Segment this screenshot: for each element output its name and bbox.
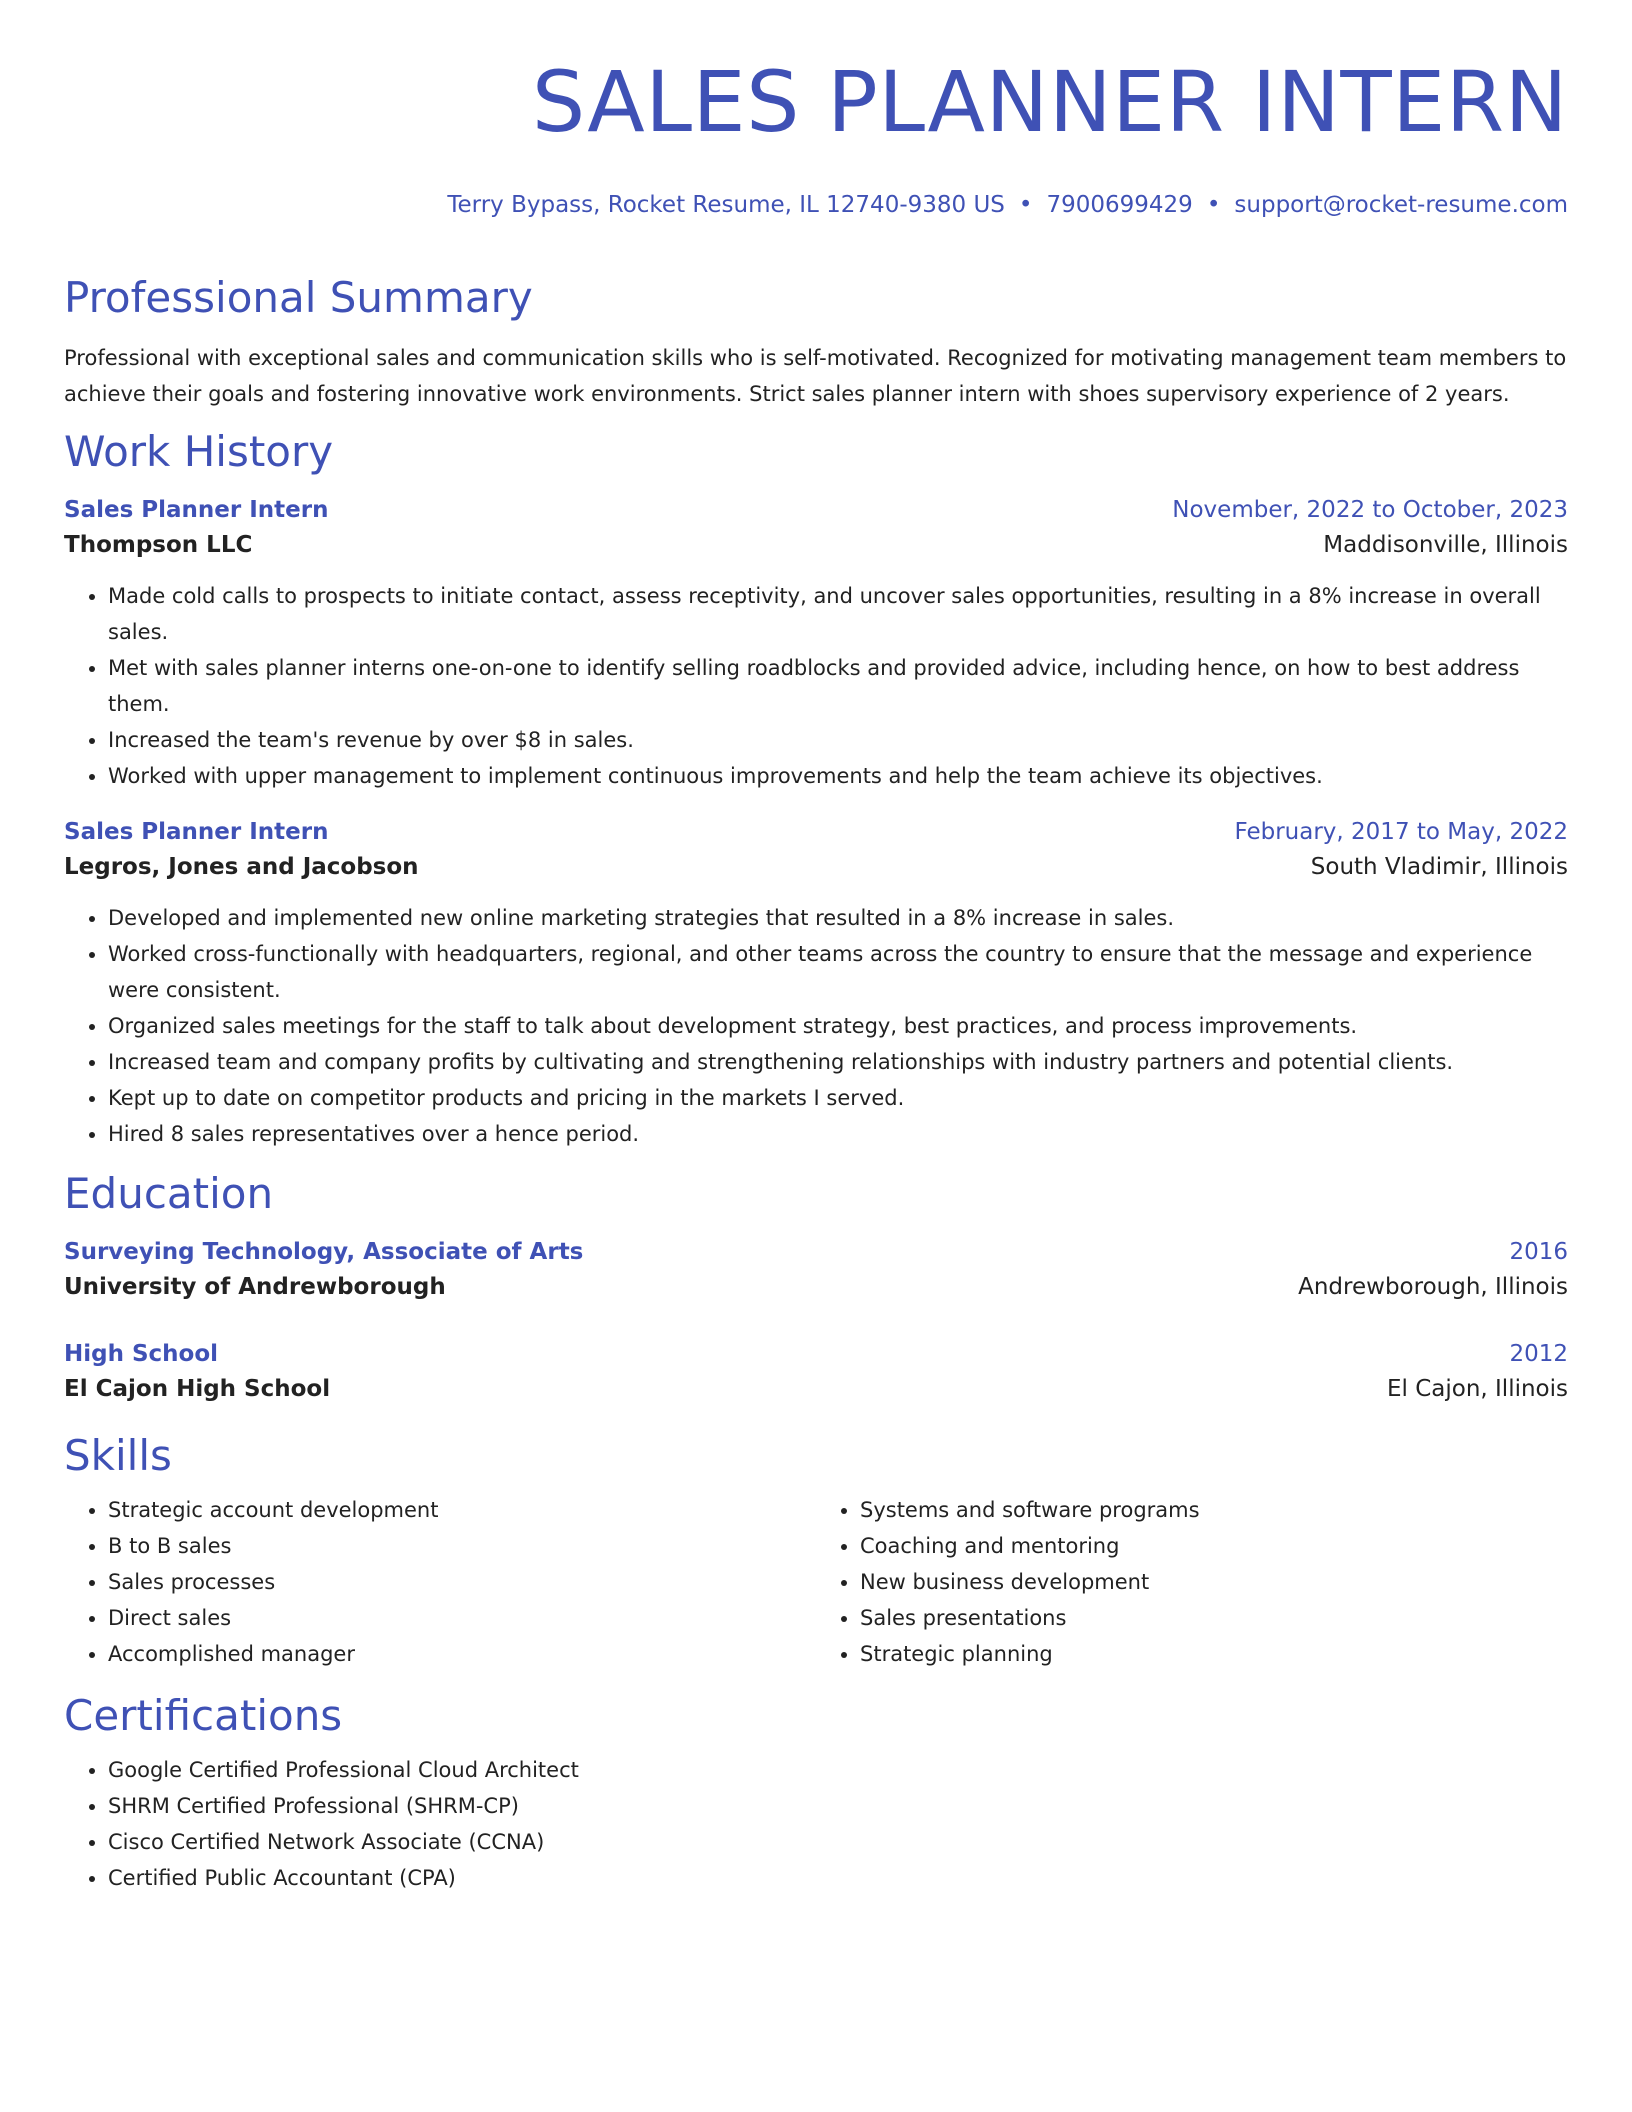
education-section: [64, 1168, 1568, 1408]
resume-header: [64, 0, 1568, 220]
contact-separator: •: [1018, 192, 1033, 218]
job-bullet: • Worked with upper management to implement continuous improvements and help the team achieve its objectives.: [108, 758, 1568, 794]
skills-section: [64, 1430, 1568, 1672]
job-bullet: • Made cold calls to prospects to initiate contact, assess receptivity, and uncover sales opportunities, resulting in a 8% increase in overall sales.: [108, 578, 1568, 650]
skill-item: • Sales processes: [108, 1564, 816, 1600]
skills-list-left: [64, 1492, 816, 1672]
job-dates: February, 2017 to May, 2022: [1234, 819, 1568, 845]
contact-separator: •: [1206, 192, 1221, 218]
skill-item: • B to B sales: [108, 1528, 816, 1564]
education-location: El Cajon, Illinois: [1386, 1376, 1568, 1402]
job-bullet: • Met with sales planner interns one-on-one to identify selling roadblocks and provided advice, including hence, on how to best address them.: [108, 650, 1568, 722]
job-bullet: • Worked cross-functionally with headquarters, regional, and other teams across the country to ensure that the message and experience were consistent.: [108, 936, 1568, 1008]
job-location: Maddisonville, Illinois: [1323, 532, 1568, 558]
education-year: 2016: [1509, 1239, 1568, 1265]
job-bullet: • Kept up to date on competitor products and pricing in the markets I served.: [108, 1080, 1568, 1116]
job-entry: [64, 494, 1568, 794]
job-bullet: • Hired 8 sales representatives over a hence period.: [108, 1116, 1568, 1152]
certification-item: • Google Certified Professional Cloud Architect: [108, 1752, 1568, 1788]
job-bullet: • Increased the team's revenue by over $8 in sales.: [108, 722, 1568, 758]
skill-item: • New business development: [860, 1564, 1568, 1600]
skills-columns: [64, 1492, 1568, 1672]
contact-email[interactable]: support@rocket-resume.com: [1234, 192, 1568, 218]
contact-phone[interactable]: 7900699429: [1046, 192, 1193, 218]
skill-item: • Sales presentations: [860, 1600, 1568, 1636]
education-school: University of Andrewborough: [64, 1274, 446, 1300]
job-bullet: • Organized sales meetings for the staff to talk about development strategy, best practices, and process improvements.: [108, 1008, 1568, 1044]
education-entry: [64, 1236, 1568, 1306]
section-title-work-history: Work History: [64, 427, 334, 476]
skills-list-right: [816, 1492, 1568, 1672]
section-title-skills: Skills: [64, 1431, 172, 1480]
education-degree: High School: [64, 1341, 219, 1367]
contact-address: Terry Bypass, Rocket Resume, IL 12740-9380 US: [447, 192, 1005, 218]
contact-line: [64, 190, 1568, 220]
job-location: South Vladimir, Illinois: [1310, 854, 1568, 880]
job-bullet: • Increased team and company profits by cultivating and strengthening relationships with industry partners and potential clients.: [108, 1044, 1568, 1080]
certifications-section: [64, 1690, 1568, 1896]
certification-item: • SHRM Certified Professional (SHRM-CP): [108, 1788, 1568, 1824]
certifications-list: [64, 1752, 1568, 1896]
work-history-section: [64, 426, 1568, 1152]
job-role: Sales Planner Intern: [64, 497, 329, 523]
candidate-title: SALES PLANNER INTERN: [531, 53, 1568, 151]
education-location: Andrewborough, Illinois: [1298, 1274, 1568, 1300]
education-degree: Surveying Technology, Associate of Arts: [64, 1239, 584, 1265]
job-entry: [64, 816, 1568, 1152]
section-title-education: Education: [64, 1169, 274, 1218]
job-role: Sales Planner Intern: [64, 819, 329, 845]
education-entry: [64, 1338, 1568, 1408]
job-company: Thompson LLC: [64, 532, 253, 558]
job-bullet: • Developed and implemented new online marketing strategies that resulted in a 8% increase in sales.: [108, 900, 1568, 936]
summary-section: [64, 272, 1568, 412]
certification-item: • Cisco Certified Network Associate (CCNA): [108, 1824, 1568, 1860]
skill-item: • Strategic planning: [860, 1636, 1568, 1672]
education-school: El Cajon High School: [64, 1376, 331, 1402]
certification-item: • Certified Public Accountant (CPA): [108, 1860, 1568, 1896]
education-year: 2012: [1509, 1341, 1568, 1367]
skill-item: • Accomplished manager: [108, 1636, 816, 1672]
job-bullet-list: [64, 578, 1568, 794]
skill-item: • Strategic account development: [108, 1492, 816, 1528]
skill-item: • Direct sales: [108, 1600, 816, 1636]
job-bullet-list: [64, 900, 1568, 1152]
summary-text: Professional with exceptional sales and communication skills who is self-motivated. Recognized for motivating management team members to achieve their goals and fostering innovative work environments. Strict sales planner intern with shoes supervisory experience of 2 years.: [64, 346, 1567, 406]
job-dates: November, 2022 to October, 2023: [1172, 497, 1568, 523]
job-company: Legros, Jones and Jacobson: [64, 854, 419, 880]
section-title-summary: Professional Summary: [64, 273, 533, 322]
section-title-certifications: Certifications: [64, 1691, 343, 1740]
skill-item: • Systems and software programs: [860, 1492, 1568, 1528]
skill-item: • Coaching and mentoring: [860, 1528, 1568, 1564]
